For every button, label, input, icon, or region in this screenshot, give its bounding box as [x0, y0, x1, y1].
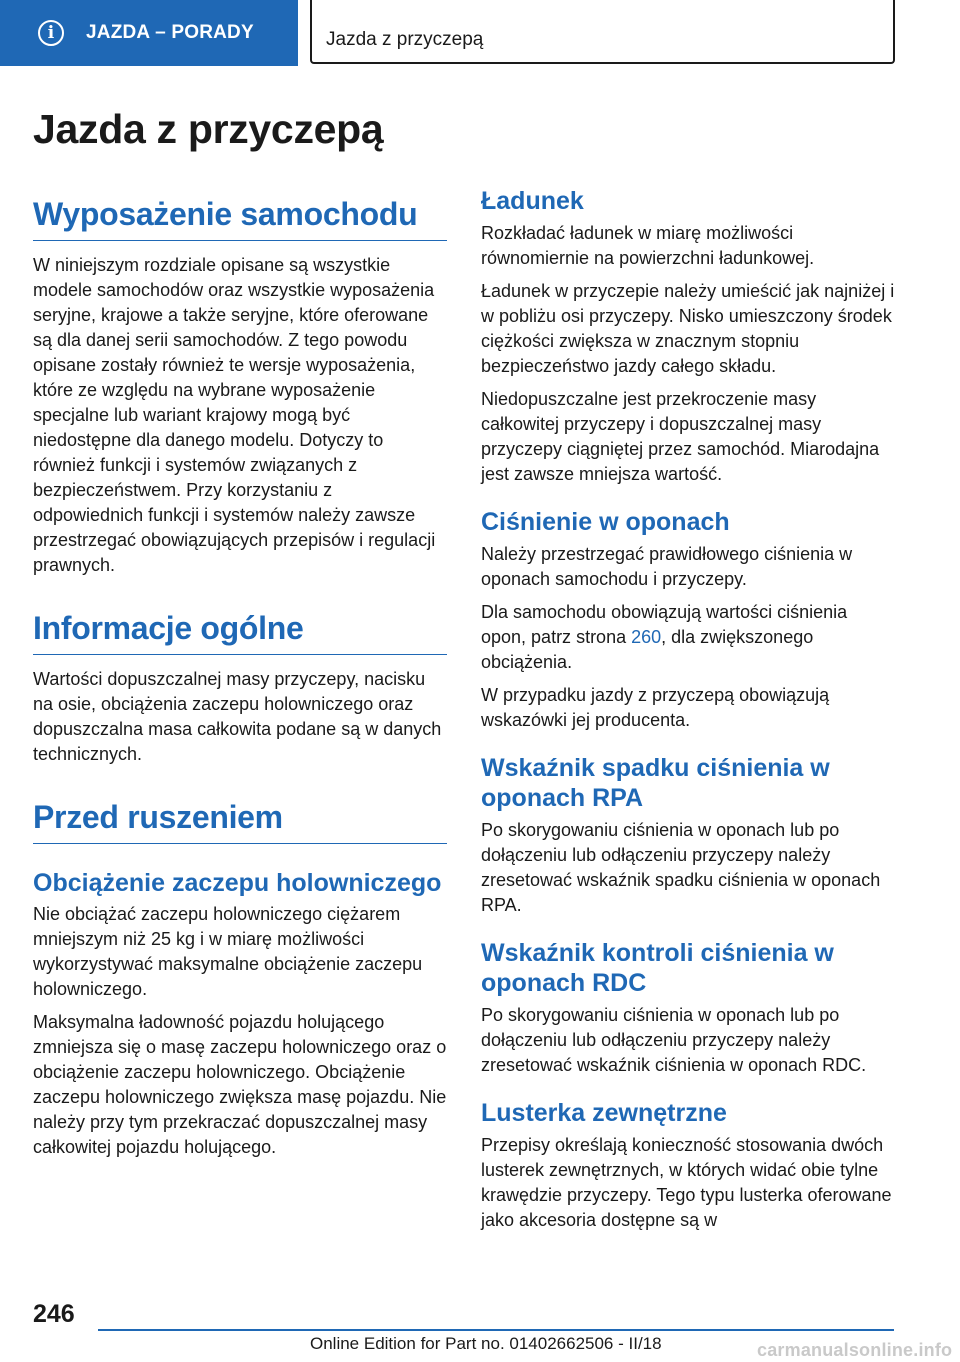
info-circle-icon: i [38, 20, 64, 46]
paragraph-tire-pressure-2 [481, 600, 895, 675]
heading-rdc: Wskaźnik kontroli ciśnienia w oponach RDC [481, 939, 834, 997]
watermark: carmanualsonline.info [757, 1340, 953, 1360]
paragraph-tow-hitch-1: Nie obciążać zaczepu holowniczego ciężarem mniejszym niż 25 kg i w miarę możliwości wykorzystywać maksymalne obciążenie zaczepu holowniczego. [33, 904, 423, 999]
left-column [33, 192, 447, 1160]
heading-tire-pressure: Ciśnienie w oponach [481, 508, 730, 536]
page-number: 246 [33, 1300, 75, 1328]
footer-divider [98, 1329, 894, 1331]
text-segment: , dla zwiększonego obciążenia. [481, 627, 814, 672]
heading-tow-hitch-load: Obciążenie zaczepu holowniczego [33, 869, 442, 897]
footer-edition: Online Edition for Part no. 01402662506 - II/18 [310, 1334, 662, 1353]
paragraph-mirrors: Przepisy określają konieczność stosowania dwóch lusterek zewnętrznych, w których widać obie tylne krawędzie przyczepy. Tego typu lusterka oferowane jako akcesoria dostępne są w [481, 1135, 892, 1230]
heading-before-driving: Przed ruszeniem [33, 795, 447, 844]
paragraph-cargo-1: Rozkładać ładunek w miarę możliwości równomiernie na powierzchni ładunkowej. [481, 223, 815, 268]
paragraph-cargo-3: Niedopuszczalne jest przekroczenie masy całkowitej przyczepy i dopuszczalnej masy przyczepy ciągniętej przez samochód. Miarodajna jest zawsze mniejsza wartość. [481, 389, 880, 484]
page-link-260[interactable]: 260 [631, 627, 662, 647]
paragraph-cargo-2: Ładunek w przyczepie należy umieścić jak najniżej i w pobliżu osi przyczepy. Nisko umieszczony środek ciężkości zwiększa w znacznym stopniu bezpieczeństwo jazdy całego składu. [481, 281, 895, 376]
section-tab[interactable] [0, 0, 298, 66]
paragraph-tow-hitch-2: Maksymalna ładowność pojazdu holującego zmniejsza się o masę zaczepu holowniczego oraz o obciążenie zaczepu holowniczego. Obciążenie zaczepu holowniczego zwiększa masę pojazdu. Nie należy przy tym przekraczać dopuszczalnej masy całkowitej pojazdu holującego. [33, 1012, 447, 1157]
paragraph-rpa: Po skorygowaniu ciśnienia w oponach lub po dołączeniu lub odłączeniu przyczepy należy zresetować wskaźnik spadku ciśnienia w oponach RPA. [481, 820, 881, 915]
paragraph-rdc: Po skorygowaniu ciśnienia w oponach lub po dołączeniu lub odłączeniu przyczepy należy zresetować wskaźnik ciśnienia w oponach RDC. [481, 1005, 867, 1075]
heading-equipment: Wyposażenie samochodu [33, 192, 447, 241]
breadcrumb [310, 0, 895, 64]
heading-mirrors: Lusterka zewnętrzne [481, 1099, 727, 1127]
paragraph-tire-pressure-3: W przypadku jazdy z przyczepą obowiązują wskazówki jej producenta. [481, 685, 830, 730]
page-title: Jazda z przyczepą [33, 106, 384, 152]
heading-cargo: Ładunek [481, 187, 584, 215]
text-segment: Dla samochodu obowiązują wartości ciśnienia opon, patrz strona [481, 602, 848, 647]
breadcrumb-label: Jazda z przyczepą [326, 29, 484, 50]
paragraph-tire-pressure-1: Należy przestrzegać prawidłowego ciśnienia w oponach samochodu i przyczepy. [481, 544, 853, 589]
paragraph-general-info: Wartości dopuszczalnej masy przyczepy, nacisku na osie, obciążenia zaczepu holowniczego oraz dopuszczalna masa całkowita podane są w danych technicznych. [33, 669, 442, 764]
heading-general-info: Informacje ogólne [33, 606, 447, 655]
heading-rpa: Wskaźnik spadku ciśnienia w oponach RPA [481, 754, 830, 812]
right-column [481, 186, 895, 1233]
paragraph-equipment: W niniejszym rozdziale opisane są wszystkie modele samochodów oraz wszystkie wyposażenia seryjne, krajowe a także seryjne, które oferowane są dla danej serii samochodów. Z tego powodu opisane zostały również te wersje wyposażenia, które ze względu na wybrane wyposażenie specjalne lub wariant krajowy mogą być niedostępne dla danego modelu. Dotyczy to również funkcji i systemów związanych z bezpieczeństwem. Przy korzystaniu z odpowiednich funkcji i systemów należy zawsze przestrzegać obowiązujących przepisów i regulacji prawnych. [33, 255, 436, 575]
section-label: JAZDA – PORADY [86, 22, 254, 43]
